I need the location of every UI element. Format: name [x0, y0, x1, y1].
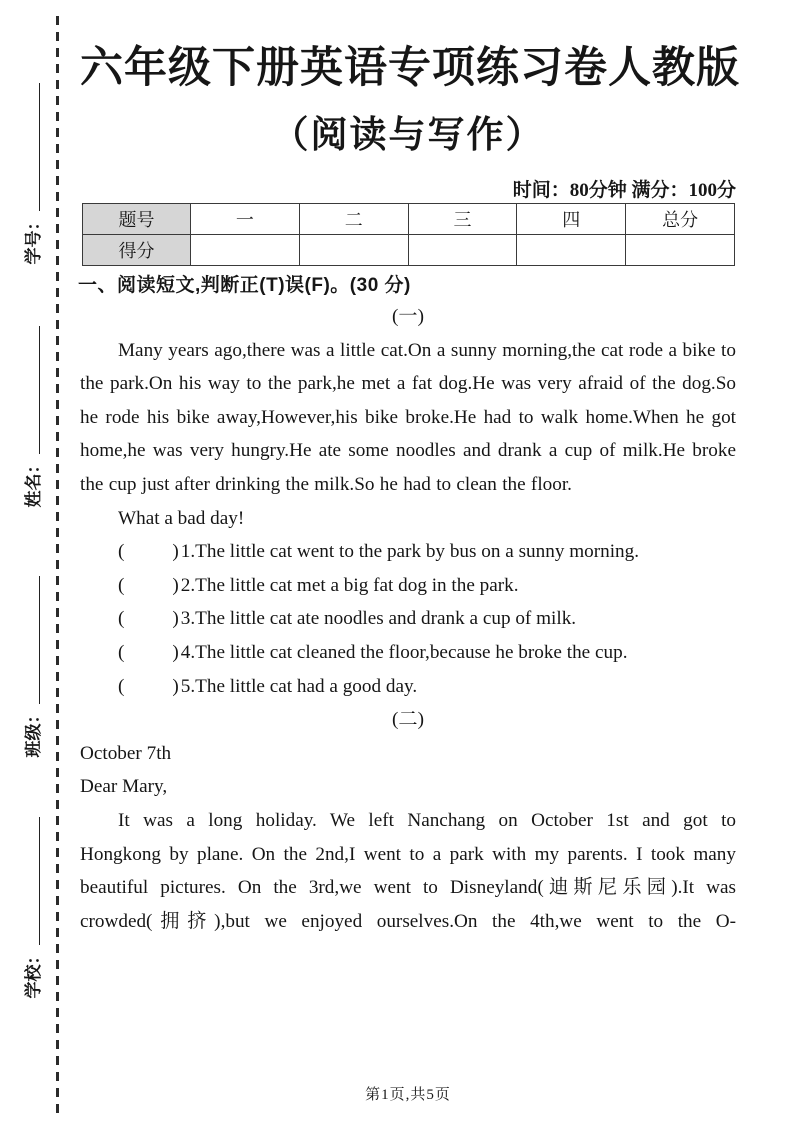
- true-false-item-4: [80, 636, 736, 670]
- true-false-item-1: [80, 535, 736, 569]
- score-cell-two: [299, 235, 408, 266]
- score-table-question-label: 题号: [83, 204, 191, 235]
- page-number-footer: 第1页,共5页: [365, 1087, 451, 1103]
- statement-3: 3.The little cat ate noodles and drank a cup of milk.: [180, 608, 577, 630]
- score-table: [82, 203, 735, 266]
- school-blank-line: [22, 818, 40, 946]
- score-table-col-four: 四: [517, 204, 626, 235]
- name-blank-line: [22, 327, 40, 455]
- true-false-item-2: [80, 569, 736, 603]
- passage-two-paragraph: It was a long holiday. We left Nanchang on October 1st and got to Hongkong by plane. On the 2nd,I went to a park with my parents. I took many beautiful pictures. On the 3rd,we went to Disneyland(迪斯尼乐园).It was crowded(拥挤),but we enjoyed ourselves.On the 4th,we went to the O-: [80, 809, 736, 932]
- score-table-col-total: 总分: [626, 204, 735, 235]
- score-cell-one: [191, 235, 300, 266]
- school-label: 学校：: [23, 947, 43, 999]
- true-false-item-3: [80, 602, 736, 636]
- letter-date: October 7th: [80, 742, 172, 764]
- seal-dashed-line: [56, 16, 59, 1116]
- statement-1: 1.The little cat went to the park by bus on a sunny morning.: [180, 541, 640, 563]
- answer-parentheses-4: ( ): [118, 641, 179, 663]
- student-number-blank-line: [22, 84, 40, 212]
- passage-two-label: (二): [392, 709, 424, 731]
- score-cell-four: [517, 235, 626, 266]
- score-table-col-two: 二: [299, 204, 408, 235]
- score-table-header-row: [83, 204, 735, 235]
- statement-4: 4.The little cat cleaned the floor,because he broke the cup.: [180, 641, 628, 663]
- time-and-full-score: 时间：80分钟 满分：100分: [512, 180, 736, 201]
- answer-parentheses-1: ( ): [118, 541, 179, 563]
- statement-5: 5.The little cat had a good day.: [180, 675, 418, 697]
- paper-subtitle: （阅读与写作）: [271, 115, 545, 156]
- letter-salutation: Dear Mary,: [80, 776, 168, 798]
- margin-field-class: [16, 557, 46, 777]
- class-label: 班级：: [23, 706, 43, 758]
- score-cell-three: [408, 235, 517, 266]
- margin-field-student-number: [16, 64, 46, 284]
- margin-field-school: [16, 798, 46, 1018]
- answer-parentheses-3: ( ): [118, 608, 179, 630]
- passage-one-exclamation: What a bad day!: [118, 507, 245, 529]
- answer-parentheses-5: ( ): [118, 675, 179, 697]
- answer-parentheses-2: ( ): [118, 574, 179, 596]
- section-one-heading: 一、阅读短文,判断正(T)误(F)。(30 分): [78, 275, 411, 296]
- student-number-label: 学号：: [23, 213, 43, 265]
- statement-2: 2.The little cat met a big fat dog in the park.: [180, 574, 519, 596]
- margin-field-name: [16, 307, 46, 527]
- score-table-score-label: 得分: [83, 235, 191, 266]
- score-cell-total: [626, 235, 735, 266]
- passage-one-label: (一): [392, 306, 424, 327]
- score-table-col-one: 一: [191, 204, 300, 235]
- name-label: 姓名：: [23, 456, 43, 508]
- main-content: [80, 300, 736, 938]
- score-table-score-row: [83, 235, 735, 266]
- paper-title: 六年级下册英语专项练习卷人教版: [80, 45, 740, 92]
- true-false-item-5: [80, 670, 736, 704]
- class-blank-line: [22, 577, 40, 705]
- passage-one-paragraph: Many years ago,there was a little cat.On a sunny morning,the cat rode a bike to the park.On his way to the park,he met a fat dog.He was very afraid of the dog.So he rode his bike away,However,his bike broke.He had to walk home.When he got home,he was very hungry.He ate some noodles and drank a cup of milk.He broke the cup just after drinking the milk.So he had to clean the floor.: [80, 339, 736, 495]
- score-table-col-three: 三: [408, 204, 517, 235]
